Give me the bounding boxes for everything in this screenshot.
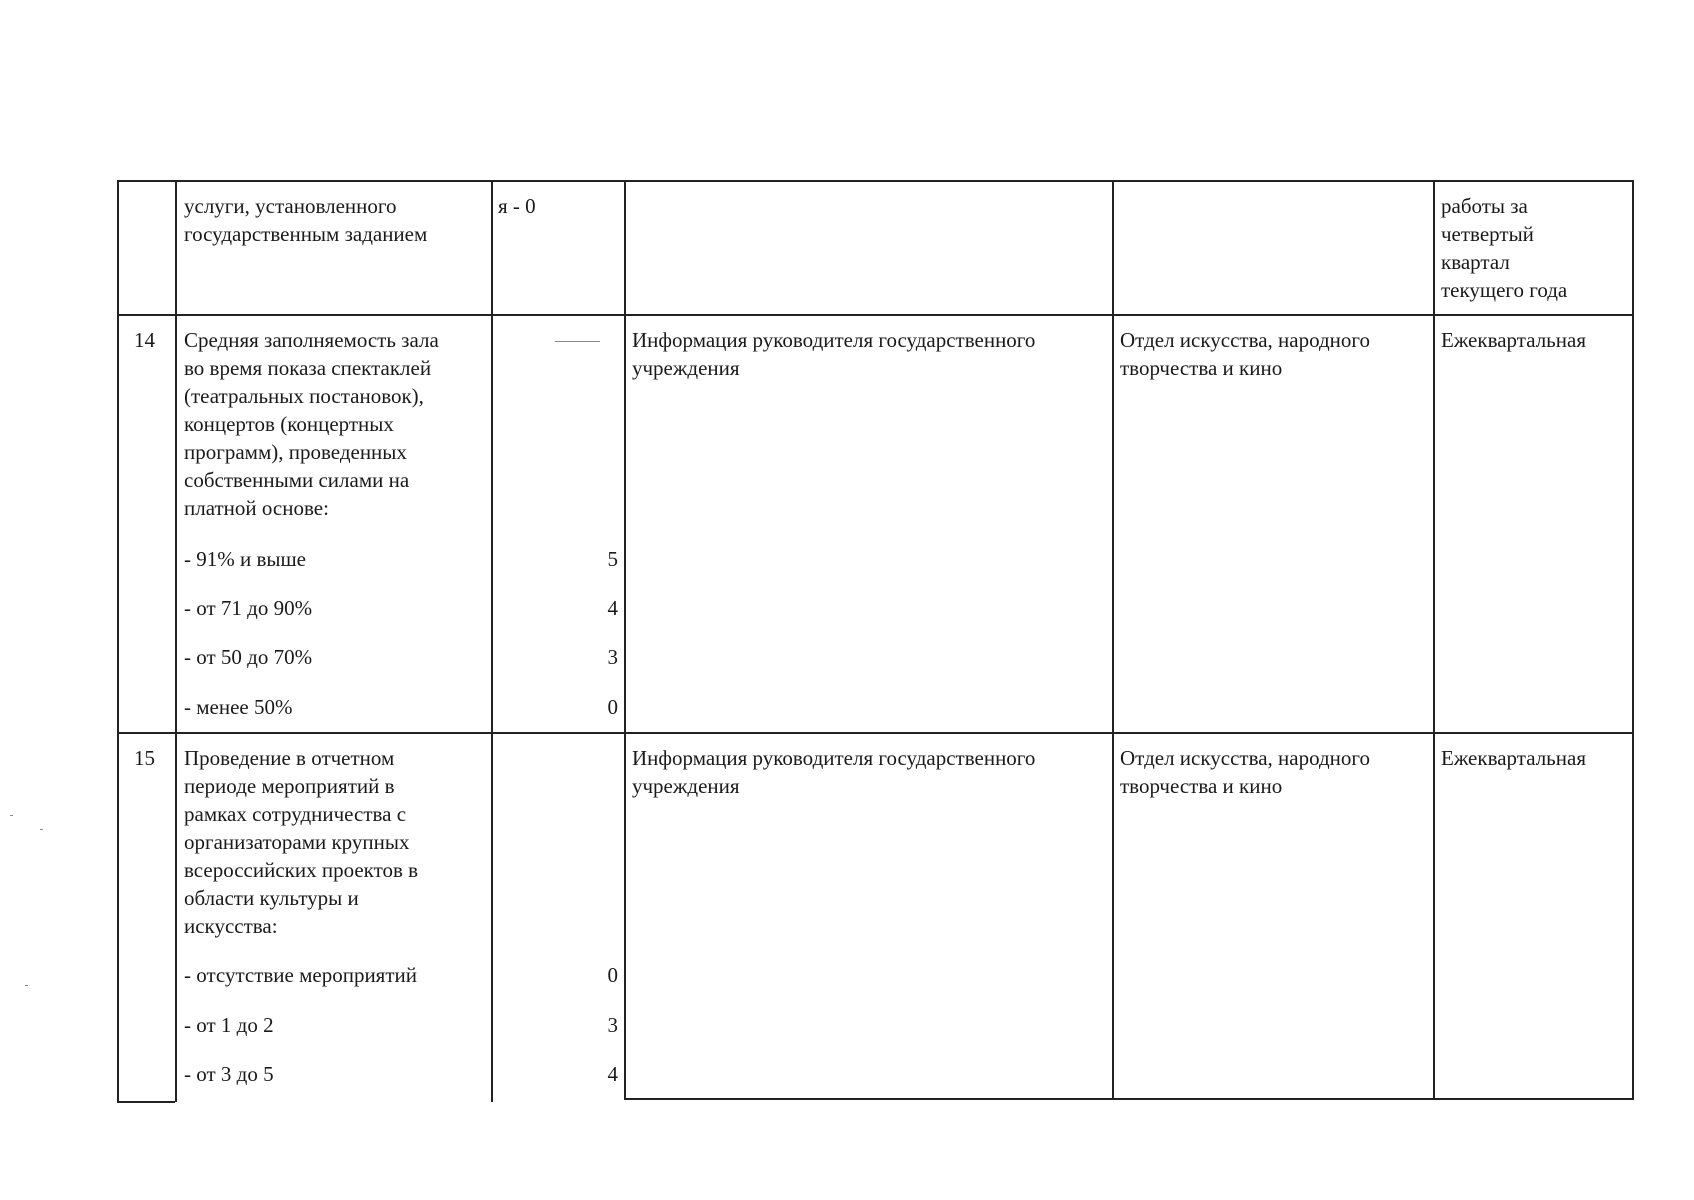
table-right-border xyxy=(1632,180,1634,1099)
frequency-text: Ежеквартальная xyxy=(1441,328,1586,352)
score-value: 3 xyxy=(607,645,618,669)
frequency-text: Ежеквартальная xyxy=(1441,746,1586,770)
row-number: 14 xyxy=(134,328,155,352)
score-option-label: - от 71 до 90% xyxy=(184,596,313,620)
score-fragment: я - 0 xyxy=(498,194,536,218)
criterion-text: Средняя заполняемость зала во время показа спектаклей (театральных постановок), концертов (концертных программ), проведенных собственными силами на платной основе: xyxy=(184,328,439,520)
score-value: 4 xyxy=(607,596,618,620)
score-option-label: - 91% и выше xyxy=(184,547,306,571)
column-divider xyxy=(1112,180,1114,1099)
column-divider xyxy=(175,180,177,1102)
criterion-text: Проведение в отчетном периоде мероприятий в рамках сотрудничества с организаторами крупных всероссийских проектов в области культуры и искусства: xyxy=(184,746,419,938)
column-divider xyxy=(1433,180,1435,1099)
score-option-label: - от 50 до 70% xyxy=(184,645,313,669)
table-top-border xyxy=(117,180,1634,182)
score-value: 4 xyxy=(607,1062,618,1086)
scan-speck xyxy=(25,985,28,986)
score-value: 0 xyxy=(607,963,618,987)
score-value: 3 xyxy=(607,1013,618,1037)
score-option-label: - от 3 до 5 xyxy=(184,1062,274,1086)
row-separator xyxy=(117,732,1634,734)
score-value: 5 xyxy=(607,547,618,571)
table-left-border xyxy=(117,180,119,1102)
score-value: 0 xyxy=(607,695,618,719)
department-text: Отдел искусства, народного творчества и кино xyxy=(1120,328,1371,380)
scan-speck xyxy=(555,341,600,342)
score-option-label: - отсутствие мероприятий xyxy=(184,963,417,987)
scan-speck xyxy=(10,815,13,816)
source-text: Информация руководителя государственного учреждения xyxy=(632,328,1036,380)
frequency-text: работы за четвертый квартал текущего года xyxy=(1441,194,1568,302)
source-text: Информация руководителя государственного учреждения xyxy=(632,746,1036,798)
scan-speck xyxy=(40,829,43,830)
criterion-text: услуги, установленного государственным заданием xyxy=(184,194,428,246)
column-divider xyxy=(491,180,493,1102)
table-bottom-border xyxy=(624,1098,1634,1100)
score-option-label: - менее 50% xyxy=(184,695,293,719)
row-separator xyxy=(117,314,1634,316)
row-number: 15 xyxy=(134,746,155,770)
column-divider xyxy=(624,180,626,1099)
department-text: Отдел искусства, народного творчества и кино xyxy=(1120,746,1371,798)
table-bottom-border xyxy=(117,1101,175,1103)
score-option-label: - от 1 до 2 xyxy=(184,1013,274,1037)
